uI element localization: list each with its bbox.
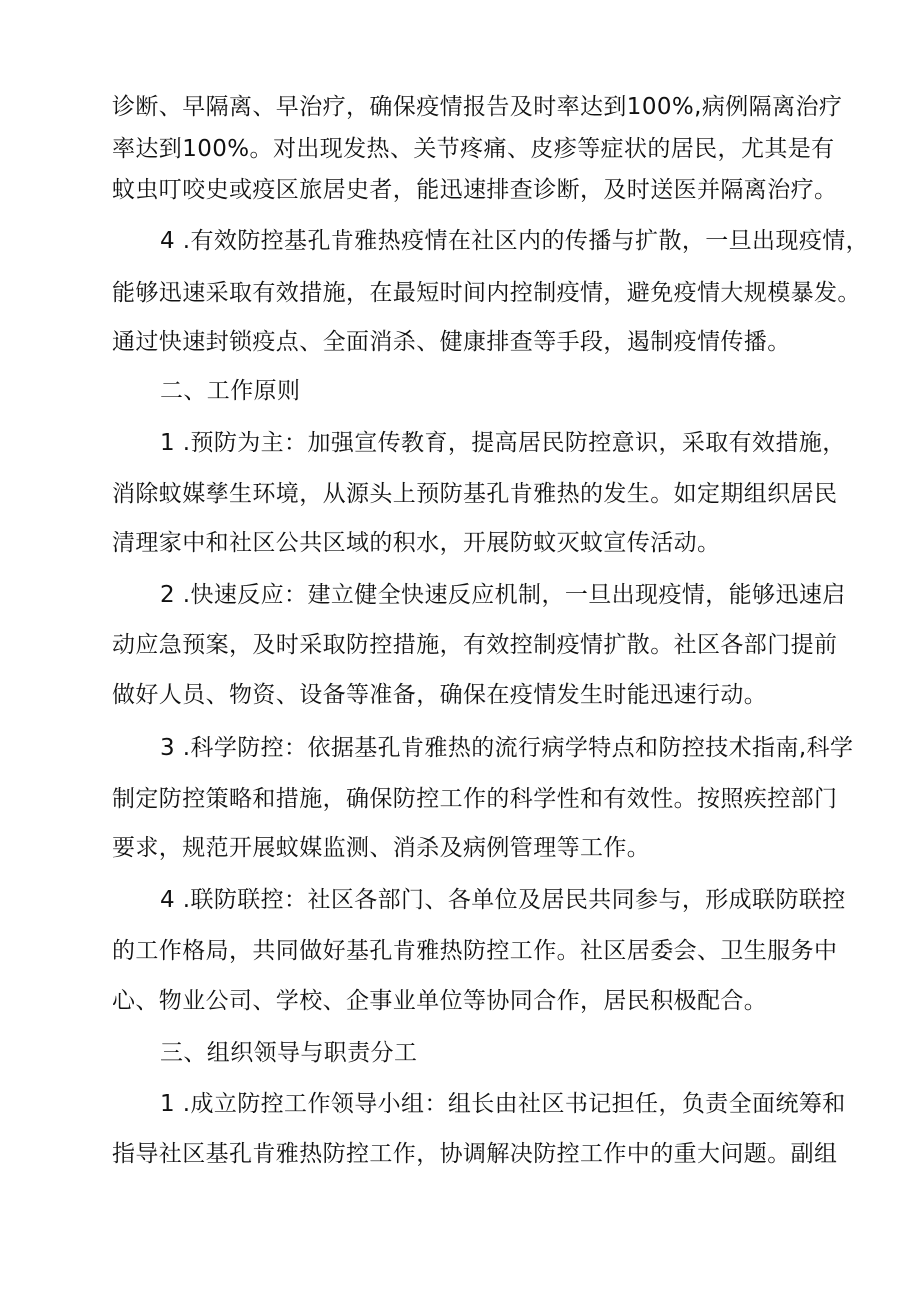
text-line: 2 .快速反应：建立健全快速反应机制，一旦出现疫情，能够迅速启 <box>160 582 846 608</box>
text-line: 清理家中和社区公共区域的积水，开展防蚊灭蚊宣传活动。 <box>112 530 721 556</box>
text-line: 率达到100%。对出现发热、关节疼痛、皮疹等症状的居民，尤其是有 <box>112 136 835 162</box>
text-line: 心、物业公司、学校、企事业单位等协同合作，居民积极配合。 <box>112 988 768 1014</box>
text-line: 通过快速封锁疫点、全面消杀、健康排查等手段，遏制疫情传播。 <box>112 329 791 355</box>
text-line: 制定防控策略和措施，确保防控工作的科学性和有效性。按照疾控部门 <box>112 786 838 812</box>
text-line: 3 .科学防控：依据基孔肯雅热的流行病学特点和防控技术指南,科学 <box>160 735 854 761</box>
text-line: 指导社区基孔肯雅热防控工作，协调解决防控工作中的重大问题。副组 <box>112 1141 838 1167</box>
text-line: 4 .联防联控：社区各部门、各单位及居民共同参与，形成联防联控 <box>160 887 846 913</box>
text-line: 做好人员、物资、设备等准备，确保在疫情发生时能迅速行动。 <box>112 682 768 708</box>
section-heading: 二、工作原则 <box>160 378 301 404</box>
text-line: 4 .有效防控基孔肯雅热疫情在社区内的传播与扩散，一旦出现疫情， <box>160 228 870 254</box>
text-line: 蚊虫叮咬史或疫区旅居史者，能迅速排查诊断，及时送医并隔离治疗。 <box>112 177 838 203</box>
text-line: 能够迅速采取有效措施，在最短时间内控制疫情，避免疫情大规模暴发。 <box>112 280 861 306</box>
text-line: 1 .预防为主：加强宣传教育，提高居民防控意识，采取有效措施， <box>160 430 846 456</box>
text-line: 1 .成立防控工作领导小组：组长由社区书记担任，负责全面统筹和 <box>160 1091 846 1117</box>
section-heading: 三、组织领导与职责分工 <box>160 1040 418 1066</box>
text-line: 要求，规范开展蚊媒监测、消杀及病例管理等工作。 <box>112 835 651 861</box>
text-line: 动应急预案，及时采取防控措施，有效控制疫情扩散。社区各部门提前 <box>112 632 838 658</box>
text-line: 消除蚊媒孳生环境，从源头上预防基孔肯雅热的发生。如定期组织居民 <box>112 481 838 507</box>
text-line: 的工作格局，共同做好基孔肯雅热防控工作。社区居委会、卫生服务中 <box>112 938 838 964</box>
text-line: 诊断、早隔离、早治疗，确保疫情报告及时率达到100%,病例隔离治疗 <box>112 94 843 120</box>
